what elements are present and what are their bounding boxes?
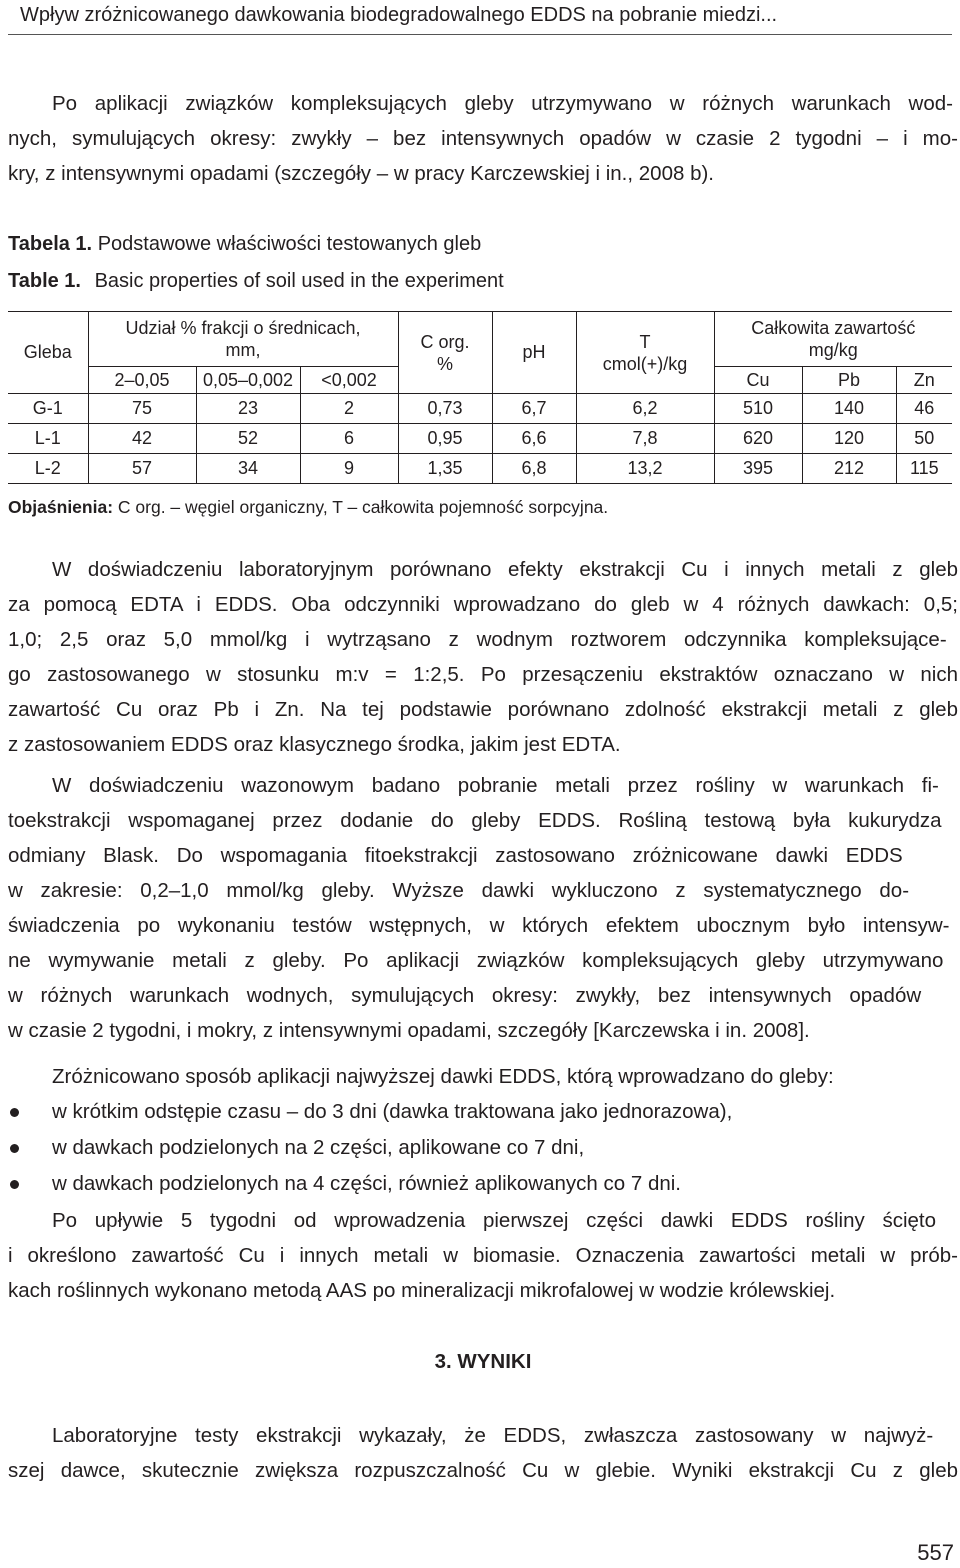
table-row	[8, 454, 952, 484]
cell-gleba: L-2	[8, 454, 88, 484]
text-line: ne wymywanie metali z gleby. Po aplikacji związków kompleksujących gleby utrzymywano	[8, 949, 944, 972]
table-row	[8, 424, 952, 454]
results-paragraph	[8, 1418, 958, 1488]
notes-text: C org. – węgiel organiczny, T – całkowita pojemność sorpcyjna.	[117, 497, 609, 517]
cell-ph: 6,6	[492, 424, 576, 454]
cell-zn: 46	[896, 394, 952, 424]
text-line: 1,0; 2,5 oraz 5,0 mmol/kg i wytrząsano z wodnym roztworem odczynnika kompleksujące-	[8, 628, 947, 651]
text-line: w różnych warunkach wodnych, symulujących okresy: zwykły, bez intensywnych opadów	[8, 984, 922, 1007]
pot-experiment-paragraph	[8, 768, 958, 1048]
text-line: świadczenia po wykonaniu testów wstępnych, w których efektem ubocznym było intensyw-	[8, 914, 950, 937]
cell-zn: 50	[896, 424, 952, 454]
cell-corg: 0,95	[398, 424, 492, 454]
text-line: w zakresie: 0,2–1,0 mmol/kg gleby. Wyższe dawki wykluczono z systematycznego do-	[8, 879, 910, 902]
text-line: z zastosowaniem EDDS oraz klasycznego środka, jakim jest EDTA.	[8, 733, 621, 756]
text-line: Laboratoryjne testy ekstrakcji wykazały, że EDDS, zwłaszcza zastosowany w najwyż-	[52, 1424, 934, 1447]
cell-cu: 510	[714, 394, 802, 424]
cell-pb: 120	[802, 424, 896, 454]
harvest-paragraph	[8, 1203, 958, 1308]
text-line: nych, symulujących okresy: zwykły – bez intensywnych opadów w czasie 2 tygodni – i mo-	[8, 127, 958, 150]
page-number: 557	[917, 1540, 954, 1565]
running-header	[8, 0, 952, 35]
text-line: Po aplikacji związków kompleksujących gleby utrzymywano w różnych warunkach wod-	[52, 92, 953, 115]
table-caption-label: Table 1.	[8, 270, 81, 292]
text-line: go zastosowanego w stosunku m:v = 1:2,5. Po przesączeniu ekstraktów oznaczano w nich	[8, 663, 958, 686]
table-caption-pl	[8, 233, 481, 256]
table-row	[8, 394, 952, 424]
header-pb: Pb	[802, 367, 896, 394]
text-line: toekstrakcji wspomaganej przez dodanie do gleby EDDS. Rośliną testową była kukurydza	[8, 809, 942, 832]
running-header-title: Wpływ zróżnicowanego dawkowania biodegradowalnego EDDS na pobranie miedzi...	[20, 4, 778, 26]
text-line: szej dawce, skutecznie zwiększa rozpuszczalność Cu w glebie. Wyniki ekstrakcji Cu z gleb	[8, 1459, 958, 1482]
cell-gleba: L-1	[8, 424, 88, 454]
header-fraction-2: 0,05–0,002	[196, 367, 300, 394]
header-total-content: Całkowita zawartość mg/kg	[714, 312, 952, 367]
lab-experiment-paragraph	[8, 552, 958, 762]
text-line: zawartość Cu oraz Pb i Zn. Na tej podstawie porównano zdolność ekstrakcji metali z gleb	[8, 698, 958, 721]
table-caption-label: Tabela 1.	[8, 233, 93, 255]
text-line: kach roślinnych wykonano metodą AAS po mineralizacji mikrofalowej w wodzie królewskiej.	[8, 1279, 836, 1302]
cell-t: 7,8	[576, 424, 714, 454]
cell-cu: 620	[714, 424, 802, 454]
text-line: Zróżnicowano sposób aplikacji najwyższej dawki EDDS, którą wprowadzano do gleby:	[52, 1065, 834, 1088]
text-line: za pomocą EDTA i EDDS. Oba odczynniki wprowadzano do gleb w 4 różnych dawkach: 0,5;	[8, 593, 958, 616]
table-caption-en	[8, 270, 504, 293]
cell-t: 6,2	[576, 394, 714, 424]
text-line: W doświadczeniu laboratoryjnym porównano efekty ekstrakcji Cu i innych metali z gleb	[52, 558, 958, 581]
text-line: W doświadczeniu wazonowym badano pobranie metali przez rośliny w warunkach fi-	[52, 774, 939, 797]
header-fraction-3: <0,002	[300, 367, 398, 394]
text-line: Po upływie 5 tygodni od wprowadzenia pierwszej części dawki EDDS rośliny ścięto	[52, 1209, 937, 1232]
soil-properties-table	[8, 311, 952, 484]
cell-f1: 57	[88, 454, 196, 484]
bullet-icon	[10, 1180, 19, 1189]
cell-zn: 115	[896, 454, 952, 484]
table-notes	[8, 497, 608, 518]
cell-f2: 23	[196, 394, 300, 424]
bullet-icon	[10, 1144, 19, 1153]
header-corg: C org. %	[398, 312, 492, 394]
section-heading: 3. WYNIKI	[434, 1350, 532, 1373]
cell-f1: 42	[88, 424, 196, 454]
bullet-icon	[10, 1108, 19, 1117]
cell-cu: 395	[714, 454, 802, 484]
header-zn: Zn	[896, 367, 952, 394]
text-line: kry, z intensywnymi opadami (szczegóły – w pracy Karczewskiej i in., 2008 b).	[8, 162, 714, 185]
header-fraction-1: 2–0,05	[88, 367, 196, 394]
cell-gleba: G-1	[8, 394, 88, 424]
notes-label: Objaśnienia:	[8, 497, 114, 517]
cell-f2: 34	[196, 454, 300, 484]
cell-f3: 2	[300, 394, 398, 424]
application-method-paragraph	[8, 1059, 958, 1094]
application-methods-list	[8, 1094, 958, 1202]
text-line: odmiany Blask. Do wspomagania fitoekstrakcji zastosowano zróżnicowane dawki EDDS	[8, 844, 903, 867]
header-gleba: Gleba	[8, 312, 88, 394]
header-cu: Cu	[714, 367, 802, 394]
cell-pb: 212	[802, 454, 896, 484]
table-caption-text: Basic properties of soil used in the experiment	[94, 270, 504, 292]
table-caption-text: Podstawowe właściwości testowanych gleb	[97, 233, 482, 255]
list-item: w krótkim odstępie czasu – do 3 dni (dawka traktowana jako jednorazowa),	[8, 1094, 958, 1130]
intro-paragraph	[8, 86, 958, 191]
cell-corg: 1,35	[398, 454, 492, 484]
cell-ph: 6,8	[492, 454, 576, 484]
cell-t: 13,2	[576, 454, 714, 484]
list-item: w dawkach podzielonych na 4 części, również aplikowanych co 7 dni.	[8, 1166, 958, 1202]
header-t: T cmol(+)/kg	[576, 312, 714, 394]
cell-f1: 75	[88, 394, 196, 424]
header-ph: pH	[492, 312, 576, 394]
cell-f3: 9	[300, 454, 398, 484]
text-line: w czasie 2 tygodni, i mokry, z intensywnymi opadami, szczegóły [Karczewska i in. 2008].	[8, 1019, 810, 1042]
header-fractions: Udział % frakcji o średnicach, mm,	[88, 312, 398, 367]
cell-f2: 52	[196, 424, 300, 454]
text-line: i określono zawartość Cu i innych metali w biomasie. Oznaczenia zawartości metali w prób-	[8, 1244, 958, 1267]
cell-corg: 0,73	[398, 394, 492, 424]
cell-ph: 6,7	[492, 394, 576, 424]
list-item: w dawkach podzielonych na 2 części, aplikowane co 7 dni,	[8, 1130, 958, 1166]
cell-pb: 140	[802, 394, 896, 424]
table-header-row	[8, 312, 952, 367]
cell-f3: 6	[300, 424, 398, 454]
